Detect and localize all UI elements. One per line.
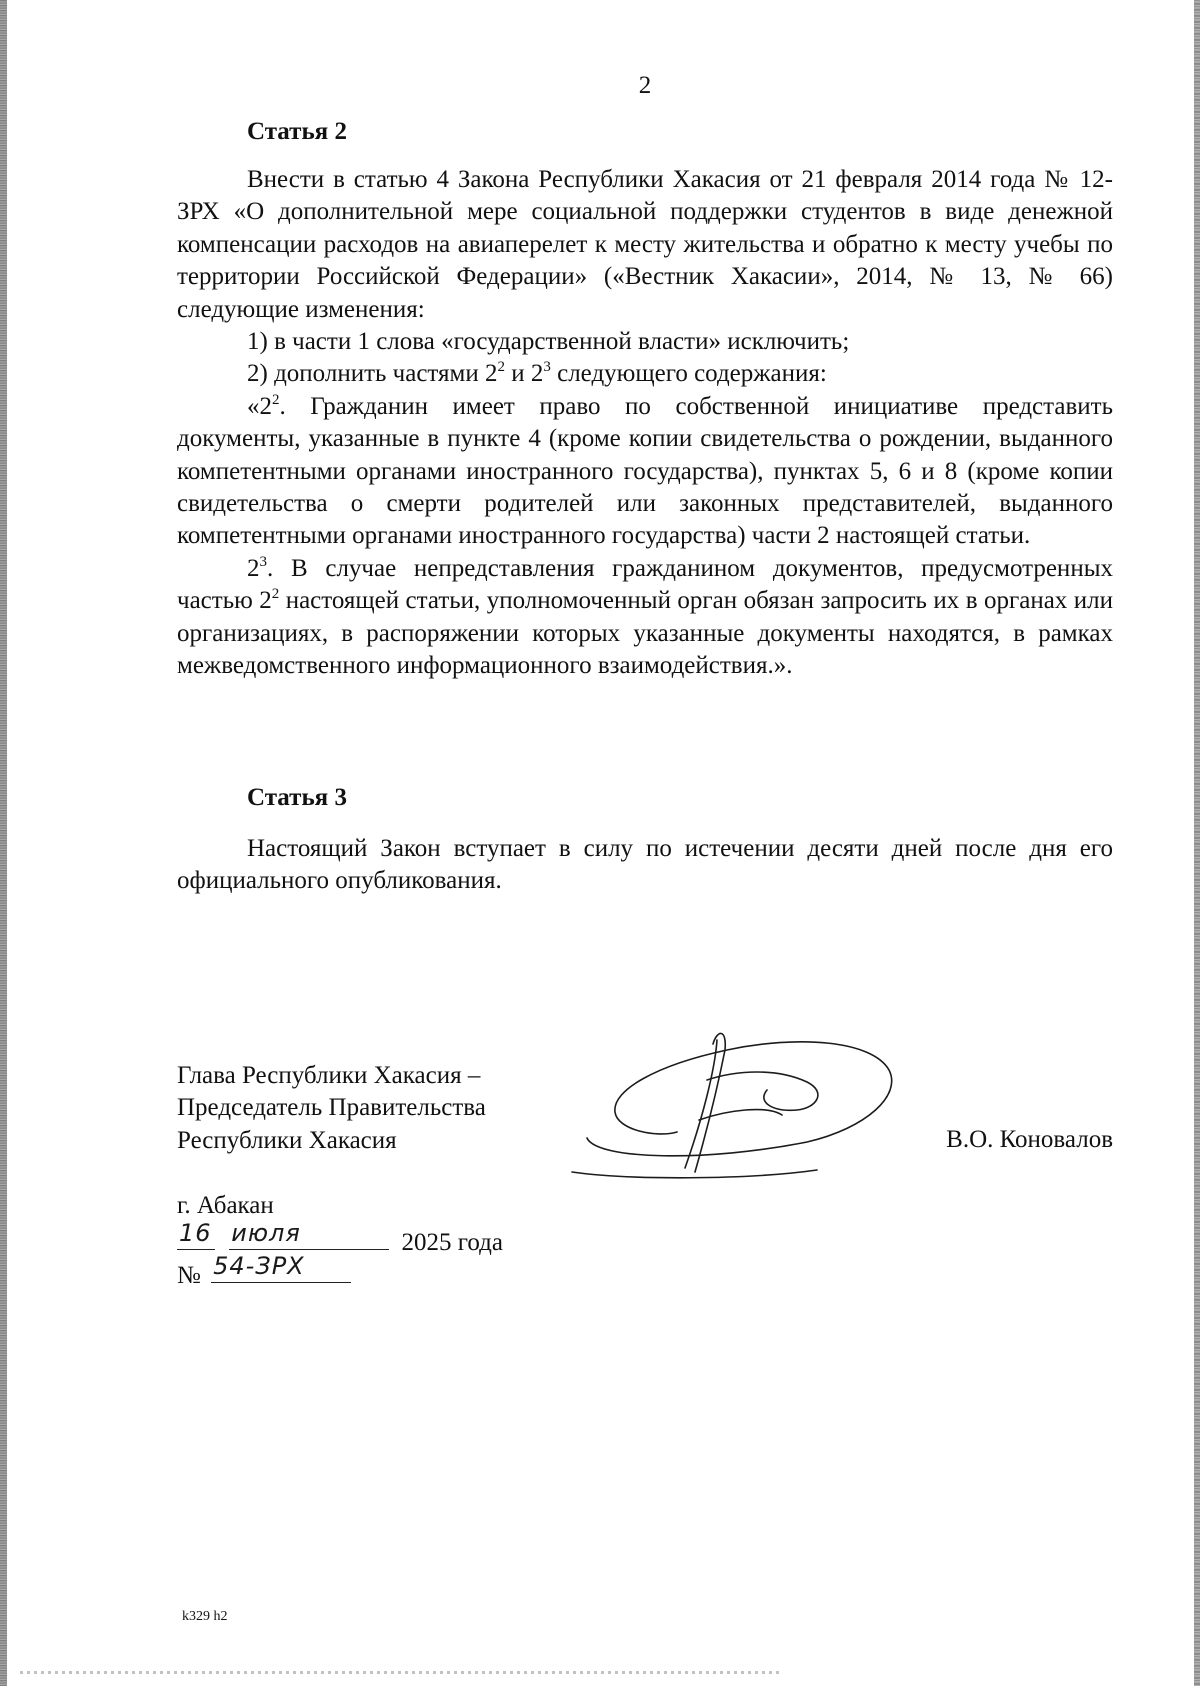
- article-2-part-2-3: $2^3$. В случае непредставления гражданином документов, предусмотренных частью $2^2$ настоящей статьи, уполномоченный орган обязан запросить их в органах или организациях, в распоряжении которых указанные документы находятся, в рамках межведомственного информационного взаимодействия.».: [177, 553, 1113, 680]
- signatory-title-line-1: Глава Республики Хакасия –: [177, 1062, 481, 1089]
- city: г. Абакан: [177, 1192, 274, 1219]
- law-number-prefix: №: [177, 1262, 201, 1289]
- law-number-field: [211, 1252, 351, 1283]
- law-number-line: [177, 1252, 677, 1289]
- law-number-handwritten: 54-ЗРХ: [213, 1252, 305, 1280]
- date-year: 2025 года: [401, 1229, 503, 1256]
- place-date-number-block: [177, 1190, 677, 1289]
- article-3-text: Настоящий Закон вступает в силу по истечении десяти дней после дня его официального опубликования.: [177, 835, 1113, 895]
- page-number: 2: [638, 72, 652, 99]
- article-2-part-2-2: «$2^2$. Гражданин имеет право по собственной инициативе представить документы, указанные в пункте 4 (кроме копии свидетельства о рождении, выданного компетентными органами иностранного государства), пунктах 5, 6 и 8 (кроме копии свидетельства о смерти родителей или законных представителей, выданного компетентными органами иностранного государства) части 2 настоящей статьи.: [177, 391, 1113, 550]
- signatory-title-line-3: Республики Хакасия: [177, 1126, 397, 1154]
- signatory-title-line-2: Председатель Правительства: [177, 1094, 486, 1122]
- date-month-handwritten: июля: [231, 1219, 301, 1247]
- footer-code: k329 h2: [182, 1609, 228, 1624]
- date-month-field: [229, 1219, 389, 1250]
- date-day-field: [177, 1219, 215, 1250]
- handwritten-signature: [567, 1010, 907, 1190]
- scan-edge-right: [1194, 0, 1200, 1686]
- article-3-heading: Статья 3: [247, 784, 347, 811]
- signatory-name: В.О. Коновалов: [946, 1126, 1113, 1153]
- article-2-item-1: 1) в части 1 слова «государственной власти» исключить;: [247, 328, 850, 356]
- article-2-heading: Статья 2: [247, 118, 347, 145]
- signatory-title: [177, 1060, 557, 1157]
- article-2-body: [177, 164, 1113, 683]
- date-day-handwritten: 16: [179, 1219, 212, 1247]
- scan-edge-bottom: [20, 1671, 780, 1674]
- article-2-item-2: 2) дополнить частями $2^2$ и $2^3$ следующего содержания:: [247, 359, 827, 388]
- article-2-intro: Внести в статью 4 Закона Республики Хакасия от 21 февраля 2014 года № 12-ЗРХ «О дополнительной мере социальной поддержки студентов в виде денежной компенсации расходов на авиаперелет к месту жительства и обратно к месту учебы по территории Российской Федерации» («Вестник Хакасии», 2014, № 13, № 66) следующие изменения:: [177, 166, 1113, 323]
- article-3-body: [177, 833, 1113, 898]
- scan-edge-left: [0, 0, 7, 1686]
